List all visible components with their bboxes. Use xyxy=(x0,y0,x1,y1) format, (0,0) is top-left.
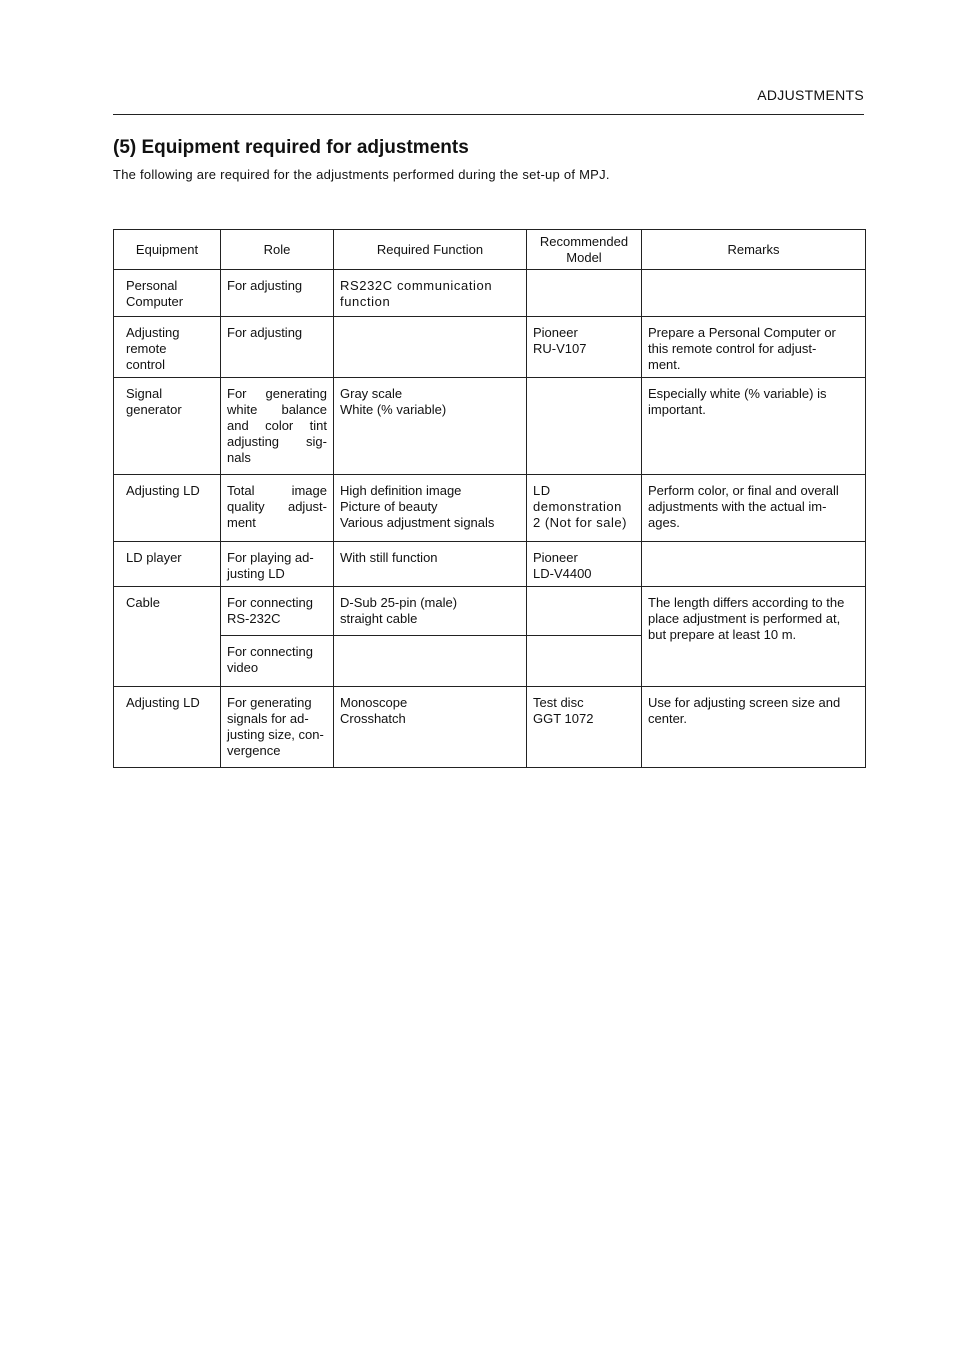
cell-function-line: RS232C communication xyxy=(340,278,493,293)
cell-function-line: Monoscope xyxy=(340,695,408,710)
table-row xyxy=(114,270,866,317)
cell-model-content xyxy=(527,587,641,599)
cell-model-content xyxy=(527,270,641,282)
cell-function-line: Crosshatch xyxy=(340,711,406,726)
cell-equipment-line: remote xyxy=(126,341,167,356)
cell-equipment-content xyxy=(114,687,220,715)
cell-role-line: white balance xyxy=(227,402,327,417)
cell-model xyxy=(527,475,642,542)
cell-remarks-line: Especially white (% variable) is xyxy=(648,386,827,401)
cell-remarks xyxy=(642,475,866,542)
page-header xyxy=(113,86,864,115)
cell-equipment xyxy=(114,542,221,587)
cell-function xyxy=(334,587,527,636)
cell-remarks-content xyxy=(642,317,865,377)
cell-remarks xyxy=(642,317,866,378)
cell-function-line: straight cable xyxy=(340,611,418,626)
cell-equipment-content xyxy=(114,542,220,570)
cell-model-line: GGT 1072 xyxy=(533,711,594,726)
cell-role-line: nals xyxy=(227,450,251,465)
table-row xyxy=(114,317,866,378)
cell-equipment xyxy=(114,317,221,378)
cell-model xyxy=(527,542,642,587)
cell-equipment-content xyxy=(114,587,220,615)
cell-model-line: LD xyxy=(533,483,551,498)
cell-equipment xyxy=(114,587,221,687)
cell-model xyxy=(527,587,642,636)
intro-text: The following are required for the adjustments performed during the set-up of MPJ. xyxy=(113,167,610,182)
cell-model-line: Pioneer xyxy=(533,325,578,340)
cell-remarks xyxy=(642,542,866,587)
cell-function-line: White (% variable) xyxy=(340,402,447,417)
cell-equipment xyxy=(114,270,221,317)
cell-model-line: Pioneer xyxy=(533,550,578,565)
cell-role xyxy=(221,317,334,378)
cell-role-line: For adjusting xyxy=(227,278,303,293)
cell-role-line: and color tint xyxy=(227,418,327,433)
cell-model-content xyxy=(527,636,641,648)
column-header-required-function: Required Function xyxy=(334,230,527,270)
cell-function xyxy=(334,542,527,587)
table-row xyxy=(114,475,866,542)
cell-role xyxy=(221,687,334,768)
cell-role-line: ment xyxy=(227,515,256,530)
cell-role-line: signals for ad- xyxy=(227,711,309,726)
cell-equipment-line: Personal xyxy=(126,278,178,293)
cell-role-content xyxy=(221,687,333,763)
cell-function-content xyxy=(334,636,526,648)
cell-model xyxy=(527,270,642,317)
cell-remarks xyxy=(642,270,866,317)
cell-model-line: LD-V4400 xyxy=(533,566,592,581)
cell-equipment-content xyxy=(114,270,220,314)
table-row xyxy=(114,687,866,768)
cell-role-line: vergence xyxy=(227,743,281,758)
cell-function-content xyxy=(334,542,526,570)
cell-equipment-line: Signal xyxy=(126,386,163,401)
section-label: ADJUSTMENTS xyxy=(757,87,864,103)
cell-remarks-content xyxy=(642,475,865,535)
cell-function-content xyxy=(334,587,526,631)
cell-equipment xyxy=(114,687,221,768)
table-row xyxy=(114,587,866,636)
cell-function xyxy=(334,378,527,475)
cell-equipment-content xyxy=(114,475,220,503)
column-header-recommended-model xyxy=(527,230,642,270)
cell-function-content xyxy=(334,317,526,329)
cell-role xyxy=(221,475,334,542)
cell-role-line: Total image xyxy=(227,483,327,498)
cell-role-line: justing size, con- xyxy=(227,727,324,742)
column-header-equipment: Equipment xyxy=(114,230,221,270)
cell-function xyxy=(334,270,527,317)
cell-remarks-line: Prepare a Personal Computer or xyxy=(648,325,836,340)
cell-role xyxy=(221,636,334,687)
cell-role xyxy=(221,542,334,587)
cell-remarks-content xyxy=(642,587,865,647)
cell-remarks xyxy=(642,378,866,475)
section-title: (5) Equipment required for adjustments xyxy=(113,137,469,158)
cell-model-line: 2 (Not for sale) xyxy=(533,515,627,530)
cell-remarks-line: center. xyxy=(648,711,688,726)
cell-function-line: D-Sub 25-pin (male) xyxy=(340,595,458,610)
cell-remarks-line: this remote control for adjust- xyxy=(648,341,817,356)
column-header-recommended-model-text: Recommended Model xyxy=(539,233,629,265)
cell-equipment-line: Adjusting LD xyxy=(126,695,200,710)
cell-function xyxy=(334,317,527,378)
cell-function xyxy=(334,636,527,687)
cell-role-content xyxy=(221,475,333,535)
cell-equipment-line: LD player xyxy=(126,550,182,565)
cell-remarks-line: ment. xyxy=(648,357,681,372)
cell-role-line: For connecting xyxy=(227,644,313,659)
cell-remarks-content xyxy=(642,378,865,422)
cell-role-content xyxy=(221,378,333,470)
cell-model xyxy=(527,317,642,378)
cell-equipment-content xyxy=(114,378,220,422)
cell-model xyxy=(527,687,642,768)
cell-function xyxy=(334,687,527,768)
cell-role-line: For playing ad- xyxy=(227,550,314,565)
cell-remarks-content xyxy=(642,542,865,554)
cell-equipment-line: control xyxy=(126,357,166,372)
cell-equipment xyxy=(114,475,221,542)
cell-equipment-line: Adjusting xyxy=(126,325,180,340)
cell-equipment-line: Adjusting LD xyxy=(126,483,200,498)
cell-role-line: adjusting sig- xyxy=(227,434,327,449)
cell-remarks xyxy=(642,687,866,768)
cell-remarks-content xyxy=(642,687,865,731)
cell-role xyxy=(221,587,334,636)
cell-model xyxy=(527,378,642,475)
cell-function-line: High definition image xyxy=(340,483,462,498)
cell-function-line: function xyxy=(340,294,391,309)
cell-role-line: quality adjust- xyxy=(227,499,327,514)
table-row xyxy=(114,378,866,475)
cell-function-line: Various adjustment signals xyxy=(340,515,495,530)
cell-remarks-line: adjustments with the actual im- xyxy=(648,499,827,514)
cell-model-line: Test disc xyxy=(533,695,584,710)
cell-role-content xyxy=(221,317,333,345)
cell-remarks xyxy=(642,587,866,687)
cell-role xyxy=(221,378,334,475)
cell-function-line: Gray scale xyxy=(340,386,403,401)
cell-remarks-line: ages. xyxy=(648,515,680,530)
cell-model-content xyxy=(527,378,641,390)
column-header-role: Role xyxy=(221,230,334,270)
cell-model-line: demonstration xyxy=(533,499,622,514)
cell-function-content xyxy=(334,687,526,731)
equipment-table xyxy=(113,229,866,768)
cell-function-line: With still function xyxy=(340,550,438,565)
cell-equipment-line: generator xyxy=(126,402,182,417)
cell-role-line: justing LD xyxy=(227,566,285,581)
cell-role-content xyxy=(221,270,333,298)
cell-function-line: Picture of beauty xyxy=(340,499,438,514)
cell-function-content xyxy=(334,475,526,535)
cell-function xyxy=(334,475,527,542)
table-body xyxy=(114,270,866,768)
cell-role-line: RS-232C xyxy=(227,611,281,626)
cell-model-content xyxy=(527,475,641,535)
cell-remarks-line: The length differs according to the xyxy=(648,595,845,610)
column-header-remarks: Remarks xyxy=(642,230,866,270)
cell-model-content xyxy=(527,542,641,586)
cell-role-line: video xyxy=(227,660,259,675)
table-row xyxy=(114,542,866,587)
cell-role-line: For connecting xyxy=(227,595,313,610)
cell-role-line: For adjusting xyxy=(227,325,303,340)
cell-role-line: For generating xyxy=(227,386,327,401)
cell-equipment-content xyxy=(114,317,220,377)
cell-function-content xyxy=(334,378,526,422)
cell-remarks-line: important. xyxy=(648,402,706,417)
cell-remarks-line: Perform color, or final and overall xyxy=(648,483,839,498)
cell-model-line: RU-V107 xyxy=(533,341,587,356)
cell-remarks-line: Use for adjusting screen size and xyxy=(648,695,841,710)
cell-role-content xyxy=(221,542,333,586)
cell-equipment xyxy=(114,378,221,475)
cell-model-content xyxy=(527,317,641,361)
cell-model xyxy=(527,636,642,687)
cell-remarks-line: but prepare at least 10 m. xyxy=(648,627,797,642)
cell-equipment-line: Computer xyxy=(126,294,184,309)
cell-equipment-line: Cable xyxy=(126,595,160,610)
cell-model-content xyxy=(527,687,641,731)
cell-remarks-line: place adjustment is performed at, xyxy=(648,611,841,626)
table-header-row xyxy=(114,230,866,270)
cell-function-content xyxy=(334,270,526,314)
cell-role-content xyxy=(221,636,333,680)
cell-role-line: For generating xyxy=(227,695,312,710)
cell-remarks-content xyxy=(642,270,865,282)
cell-role xyxy=(221,270,334,317)
cell-role-content xyxy=(221,587,333,631)
